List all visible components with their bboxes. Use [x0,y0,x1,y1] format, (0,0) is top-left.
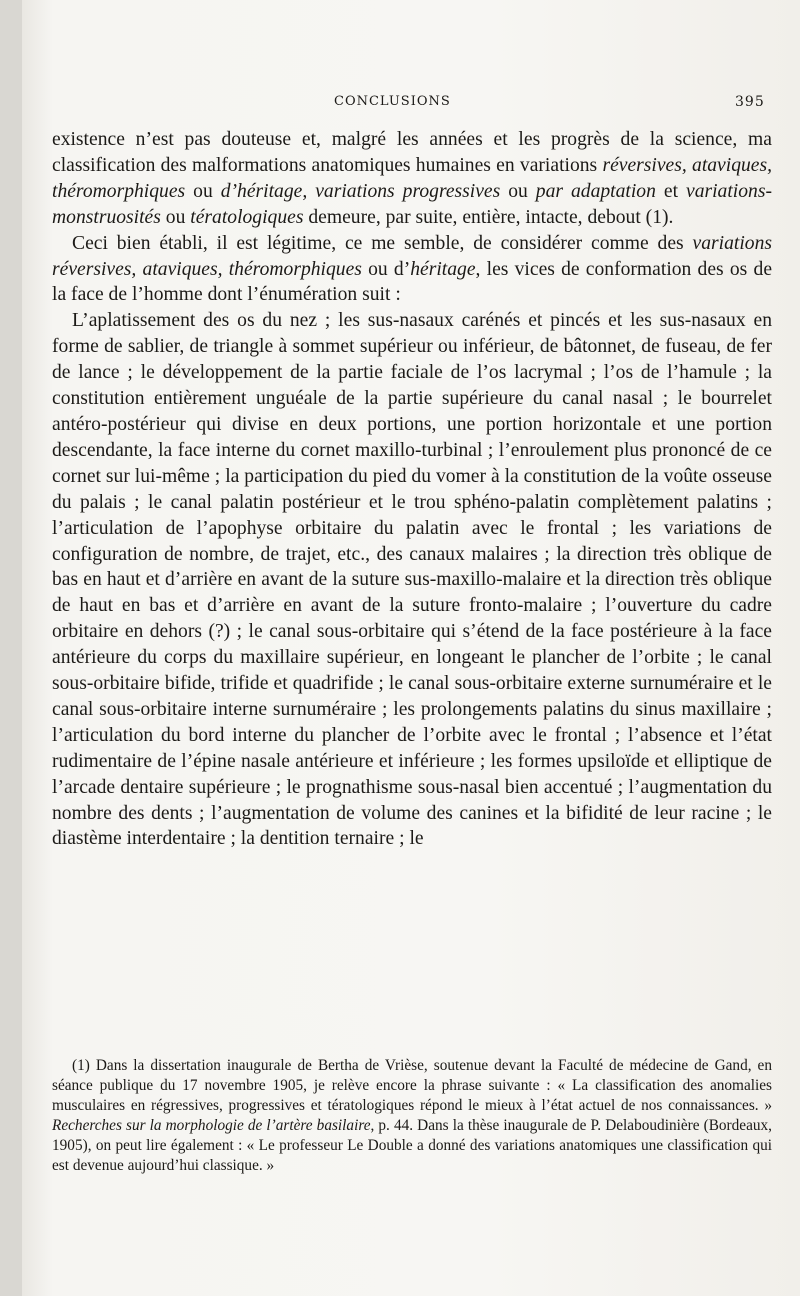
footnote-1: (1) Dans la dissertation inaugurale de Bertha de Vrièse, soutenue devant la Faculté de médecine de Gand, en séance publique du 17 novembre 1905, je relève encore la phrase suivante : « La classification des anomalies musculaires en régressives, progressives et tératologiques répond le mieux à l’état actuel de nos connaissances. » Recherches sur la morphologie de l’artère basilaire, p. 44. Dans la thèse inaugurale de P. Delaboudinière (Bordeaux, 1905), on peut lire également : « Le professeur Le Double a donné des variations anatomiques une classification qui est devenue aujourd’hui classique. » [52,1057,772,1174]
paragraph-2: Ceci bien établi, il est légitime, ce me semble, de considérer comme des variations réversives, ataviques, théromorphiques ou d’héritage, les vices de conformation des os de la face de l’homme dont l’énumération suit : [52,232,773,306]
paragraph-3: L’aplatissement des os du nez ; les sus-nasaux carénés et pincés et les sus-nasaux en forme de sablier, de triangle à sommet supérieur ou inférieur, de bâtonnet, de fuseau, de fer de lance ; le développement de la partie faciale de l’os lacrymal ; l’os de l’hamule ; la constitution entièrement unguéale de la partie supérieure du canal nasal ; le bourrelet antéro-postérieur qui divise en deux portions, une portion horizontale et une portion descendante, la face interne du cornet maxillo-turbinal ; l’enroulement plus prononcé de ce cornet sur lui-même ; la participation du pied du vomer à la constitution de la voûte osseuse du palais ; le canal palatin postérieur et le trou sphéno-palatin complètement palatins ; l’articulation de l’apophyse orbitaire du palatin avec le frontal ; les variations de configuration de nombre, de trajet, etc., des canaux malaires ; la direction très oblique de bas en haut et d’arrière en avant de la suture sus-maxillo-malaire et la direction très oblique de haut en bas et d’arrière en avant de la suture fronto-malaire ; l’ouverture du cadre orbitaire en dehors (?) ; le canal sous-orbitaire qui s’étend de la face postérieure à la face antérieure du corps du maxillaire supérieur, en longeant le plancher de l’orbite ; le canal sous-orbitaire bifide, trifide et quadrifide ; le canal sous-orbitaire externe surnuméraire et le canal sous-orbitaire interne surnuméraire ; les prolongements palatins du sinus maxillaire ; l’articulation du bord interne du plancher de l’orbite avec le frontal ; l’absence et l’état rudimentaire de l’épine nasale antérieure et inférieure ; les formes upsiloïde et elliptique de l’arcade dentaire supérieure ; le prognathisme sous-nasal bien accentué ; l’augmentation du nombre des dents ; l’augmentation de volume des canines et la bifidité de leur racine ; le diastème interdentaire ; la dentition ternaire ; le [52,310,772,850]
paragraph-1: existence n’est pas douteuse et, malgré les années et les progrès de la science, ma classification des malformations anatomiques humaines en variations réversives, ataviques, théromorphiques ou d’héritage, variations progressives ou par adaptation et variations-monstruosités ou tératologiques demeure, par suite, entière, intacte, debout (1). [52,129,773,228]
book-page [22,0,800,1296]
chapter-title: CONCLUSIONS [334,94,451,109]
footnote [52,1056,772,1175]
running-head [22,94,800,114]
body-text [52,127,772,852]
page-number: 395 [735,94,765,110]
